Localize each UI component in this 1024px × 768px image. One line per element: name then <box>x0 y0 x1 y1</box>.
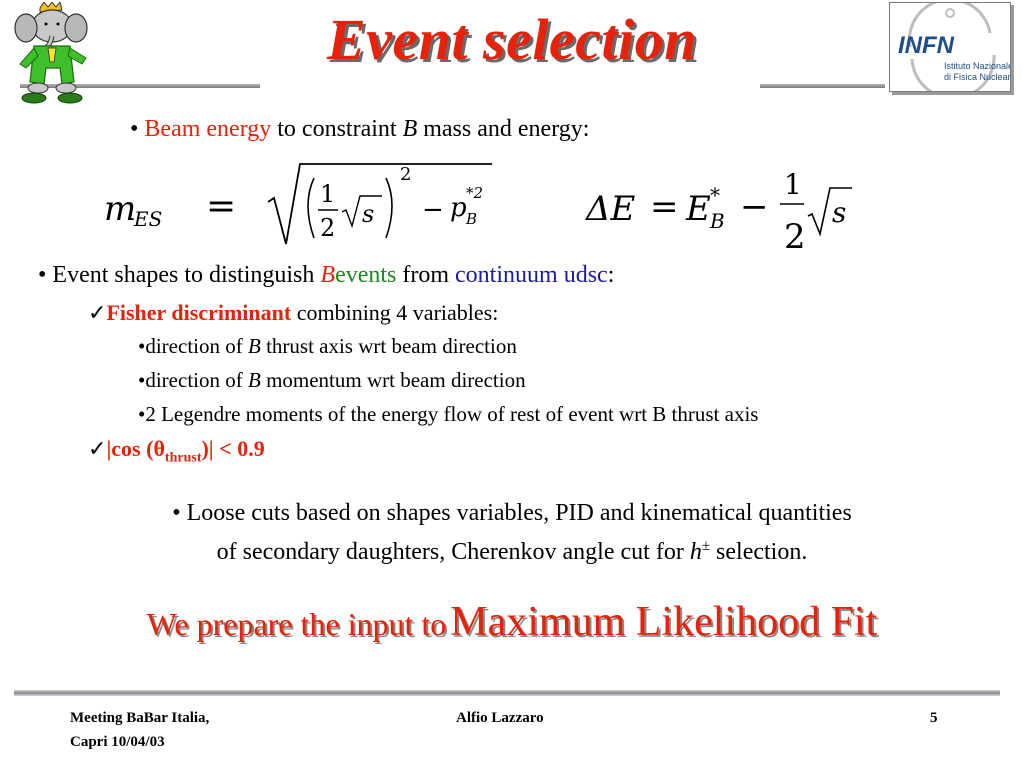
footer-author: Alfio Lazzaro <box>456 710 544 726</box>
constraint-text: to constraint <box>277 116 397 142</box>
footer-date: Capri 10/04/03 <box>70 734 165 750</box>
p-subscript: B <box>466 210 478 228</box>
delta-e-equals: = <box>650 187 679 227</box>
var-item-legendre: •2 Legendre moments of the energy flow of rest of event wrt B thrust axis <box>138 402 759 426</box>
half-num: 1 <box>320 180 336 208</box>
delta-half-num: 1 <box>784 168 802 201</box>
var-item-thrust: •direction of B thrust axis wrt beam direction <box>138 334 517 358</box>
eb-superscript: * <box>710 183 720 207</box>
eb-subscript: B <box>710 209 725 233</box>
fisher-label: Fisher discriminant <box>106 300 292 325</box>
title-rule-right <box>760 84 885 88</box>
event-shapes-text: Event shapes to distinguish <box>52 262 315 288</box>
var-item-momentum: •direction of B momentum wrt beam direction <box>138 368 526 392</box>
fisher-rest: combining 4 variables: <box>296 300 499 325</box>
p-superscript: *2 <box>466 184 484 202</box>
page-number: 5 <box>930 710 938 726</box>
left-paren <box>308 178 314 238</box>
p-symbol: p <box>450 193 467 223</box>
b-symbol: B <box>320 262 336 288</box>
footer-rule <box>14 690 1000 696</box>
loose-cuts-line1: • Loose cuts based on shapes variables, PID and kinematical quantities <box>172 500 852 526</box>
bullet-dot: • <box>130 116 139 142</box>
infn-line2: di Fisica Nucleare <box>944 72 1010 82</box>
check-icon: ✓ <box>88 436 107 461</box>
continuum-text: continuum udsc <box>455 262 608 288</box>
formula-block <box>100 158 880 254</box>
half-den: 2 <box>320 214 336 242</box>
delta-e-symbol: ΔE <box>586 189 636 229</box>
babar-elephant-logo <box>12 2 96 106</box>
from-text: from <box>402 262 450 288</box>
mes-subscript: ES <box>134 207 163 231</box>
right-paren <box>386 178 392 238</box>
s-symbol: s <box>362 200 375 228</box>
mes-equals: = <box>206 186 237 227</box>
delta-minus: − <box>740 187 769 227</box>
eb-symbol: E <box>686 189 711 229</box>
mes-symbol: m <box>104 189 137 229</box>
check-icon: ✓ <box>88 300 107 325</box>
fisher-item <box>88 300 498 326</box>
page-title: Event selection <box>327 7 697 72</box>
infn-mark: INFN <box>898 32 954 59</box>
loose-cuts-line2: of secondary daughters, Cherenkov angle cut for h± selection. <box>216 538 808 565</box>
square-exp: 2 <box>400 164 412 185</box>
delta-s-symbol: s <box>832 196 847 229</box>
bullet-event-shapes <box>38 262 614 289</box>
conclusion-text: We prepare the input to Maximum Likelihood Fit <box>146 599 878 645</box>
infn-logo <box>889 2 1011 92</box>
b-symbol: B <box>402 116 418 142</box>
bullet-dot: • <box>38 262 47 288</box>
minus-sign: − <box>422 195 444 225</box>
beam-energy-text: Beam energy <box>144 116 272 142</box>
footer-meeting: Meeting BaBar Italia, <box>70 710 210 726</box>
mass-energy-text: mass and energy: <box>423 116 590 142</box>
delta-half-den: 2 <box>784 217 806 254</box>
events-text: events <box>335 262 397 288</box>
infn-line1: Istituto Nazionale <box>944 61 1010 71</box>
cos-thrust-cut: ✓|cos $(\theta_{thrust})| < 0.9$ <box>88 436 265 466</box>
bullet-beam-energy <box>130 116 589 143</box>
colon: : <box>607 262 615 288</box>
